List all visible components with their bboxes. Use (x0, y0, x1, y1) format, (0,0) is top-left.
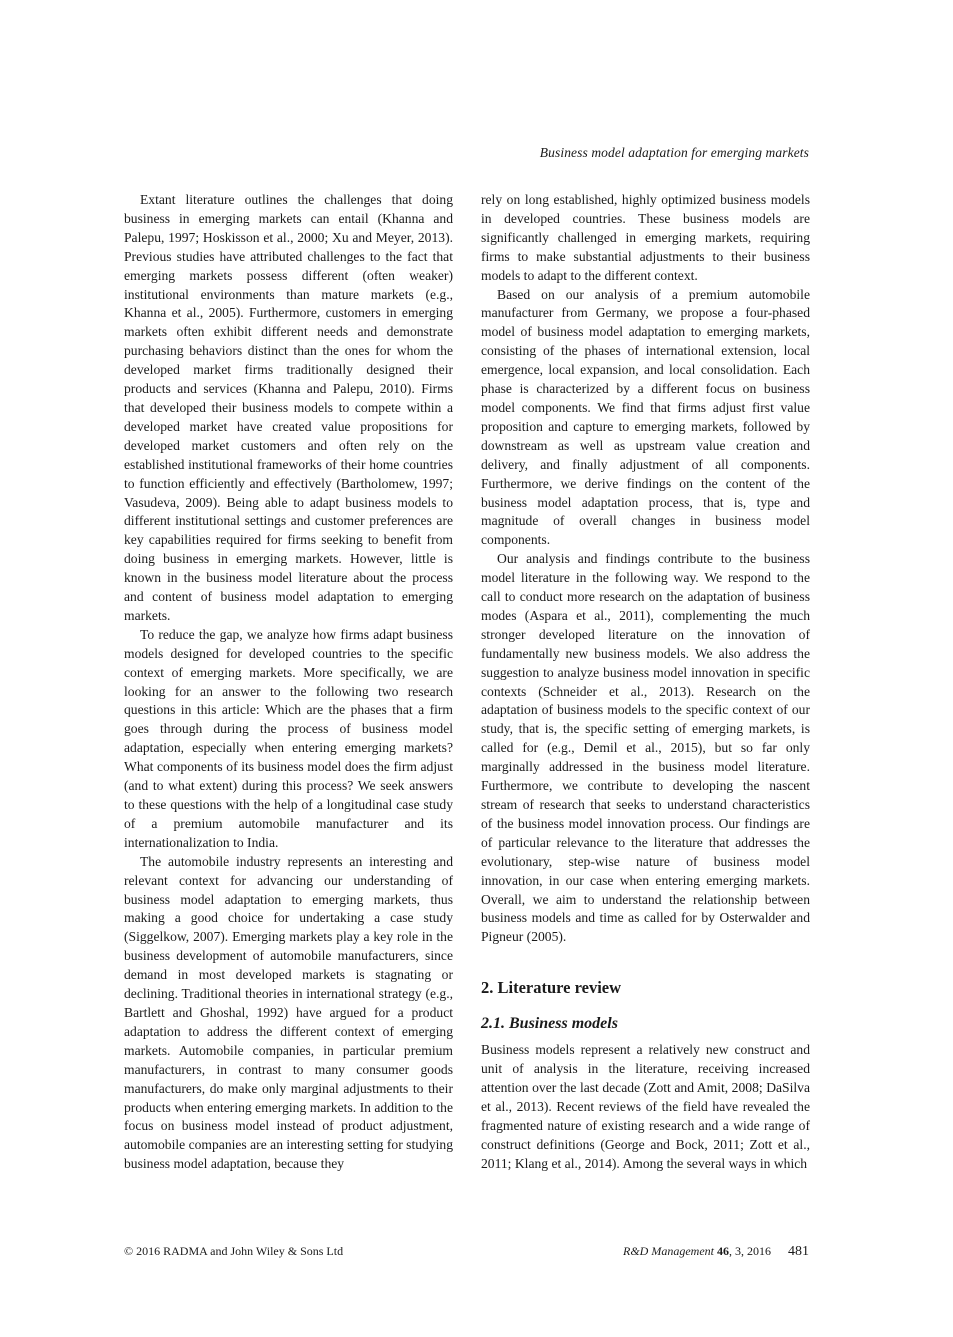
body-paragraph: Based on our analysis of a premium automobile manufacturer from Germany, we propose a four-phased model of business model adaptation to emerging markets, consisting of the phases of international extension, local emergence, local expansion, and local consolidation. Each phase is characterized by a different focus on business model components. We find that firms adjust first value proposition and capture to emerging markets, followed by downstream as well as upstream value creation and delivery, and finally adjustment of all components. Furthermore, we derive findings on the content of the business model adaptation process, that is, type and magnitude of overall changes in business model components. (481, 286, 810, 548)
footer-copyright: © 2016 RADMA and John Wiley & Sons Ltd (124, 1244, 344, 1258)
right-column (481, 191, 810, 1174)
body-paragraph: To reduce the gap, we analyze how firms adapt business models designed for developed countries to the specific context of emerging markets. More specifically, we are looking for an answer to the following two research questions in this article: Which are the phases that a firm goes through during the process of business model adaptation, especially when entering emerging markets? What components of its business model does the firm adjust (and to what extent) during this process? We seek answers to these questions with the help of a longitudinal case study of a premium automobile manufacturer and its internationalization to India. (124, 626, 453, 850)
body-paragraph: Business models represent a relatively new construct and unit of analysis in the literature, receiving increased attention over the last decade (Zott and Amit, 2008; DaSilva et al., 2013). Recent reviews of the field have revealed the fragmented nature of existing research and a wide range of construct definitions (George and Bock, 2011; Zott et al., 2011; Klang et al., 2014). Among the several ways in which (481, 1042, 810, 1171)
journal-name: R&D Management (623, 1244, 714, 1258)
body-paragraph: Extant literature outlines the challenges that doing business in emerging markets can entail (Khanna and Palepu, 1997; Hoskisson et al., 2000; Xu and Meyer, 2013). Previous studies have attributed challenges to the fact that emerging markets possess different (often weaker) institutional environments than mature markets (e.g., Khanna et al., 2005). Furthermore, customers in emerging markets often exhibit different needs and demonstrate purchasing behaviors distinct than the ones for whom the developed market firms traditionally designed their products and services (Khanna and Palepu, 2010). Firms that developed their business models to compete within a developed market have created value propositions for developed market customers and often rely on the established institutional frameworks of their home countries to function efficiently and effectively (Bartholomew, 1997; Vasudeva, 2009). Being able to adapt business models to different institutional settings and customer preferences are key capabilities required for firms seeking to benefit from doing business in emerging markets. However, little is known in the business model literature about the process and content of business model adaptation to emerging markets. (124, 192, 453, 623)
left-column (124, 191, 453, 1174)
footer-citation (623, 1244, 809, 1260)
page-number: 481 (788, 1244, 809, 1259)
running-head: Business model adaptation for emerging markets (539, 145, 809, 160)
section-heading: 2. Literature review (481, 978, 622, 998)
subsection-heading: 2.1. Business models (481, 1015, 618, 1033)
body-paragraph: The automobile industry represents an interesting and relevant context for advancing our understanding of business model adaptation to emerging markets, thus making a good choice for undertaking a case study (Siggelkow, 2007). Emerging markets play a key role in the business development of automobile manufacturers, since demand in most developed markets is stagnating or declining. Traditional theories in international strategy (e.g., Bartlett and Ghoshal, 1992) have argued for a product adaptation to address the different context of emerging markets. Automobile companies, in particular premium manufacturers, in contrast to many consumer goods manufacturers, do make only marginal adjustments to their products when entering emerging markets. In addition to the focus on business model instead of product adjustment, automobile companies are an interesting setting for studying business model adaptation, because they (124, 853, 453, 1172)
issue-year: , 3, 2016 (729, 1244, 771, 1258)
body-paragraph: Our analysis and findings contribute to the business model literature in the following way. We respond to the call to conduct more research on the adaptation of business modes (Aspara et al., 2011), complementing the much stronger developed literature on the innovation of fundamentally new business models. We also address the suggestion to analyze business model innovation in specific contexts (Schneider et al., 2013). Research on the adaptation of business models to the specific context of our study, that is, the specific setting of emerging markets, is called for (e.g., Demil et al., 2015), but so far only marginally addressed in the business model literature. Furthermore, we contribute to developing the nascent stream of research that seeks to understand characteristics of the business model innovation process. Our findings are of particular relevance to the literature that addresses the evolutionary, step-wise nature of business model innovation, in our case when entering emerging markets. Overall, we aim to understand the relationship between business models and time as called for by Osterwalder and Pigneur (2005). (481, 551, 810, 945)
body-paragraph: rely on long established, highly optimized business models in developed countries. These business models are significantly challenged in emerging markets, requiring firms to make substantial adjustments to their business models to adapt to the different context. (481, 192, 810, 283)
volume-number: 46 (717, 1244, 729, 1258)
